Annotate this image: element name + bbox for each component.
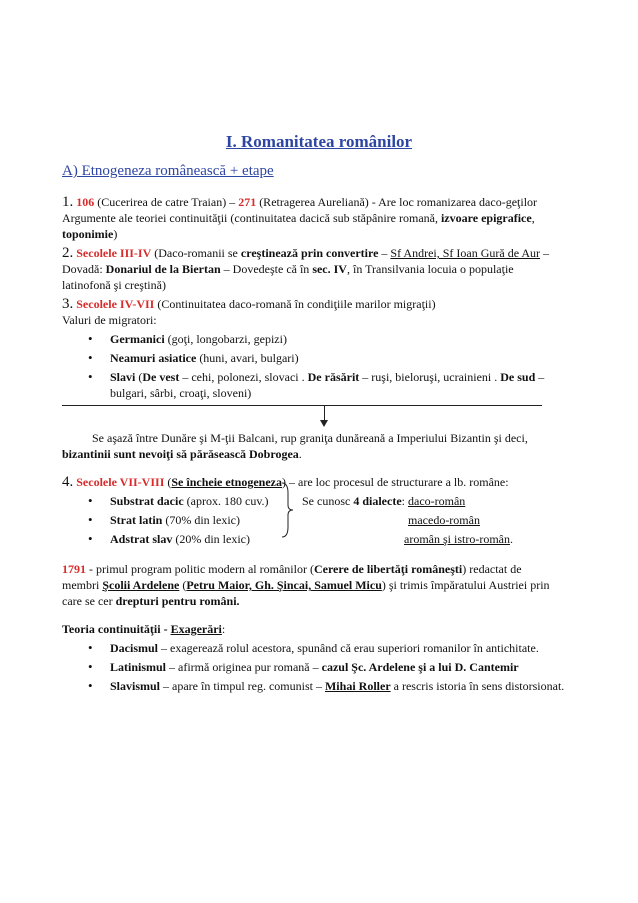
text: - primul program politic modern al românilor ( (86, 562, 314, 576)
text-bold: De răsărit (307, 370, 360, 384)
year-106: 106 (76, 195, 95, 209)
text: (70% din lexic) (162, 513, 240, 527)
text: , în Transilvania locuia o populaţie (346, 262, 514, 276)
migrators-list (88, 331, 558, 404)
text-bold: 4 dialecte (353, 494, 402, 508)
text-bold: Slavi (110, 370, 136, 384)
dialect-macedo-roman: macedo-român (408, 513, 480, 527)
text-bold: Substrat dacic (110, 494, 184, 508)
text: ) (113, 227, 118, 241)
text: – ruşi, bieloruşi, ucrainieni . (359, 370, 501, 384)
stage-number: 1. (62, 194, 74, 210)
paragraph-stage-1 (62, 194, 582, 242)
text: (goţi, longobarzi, gepizi) (164, 332, 287, 346)
text: – (540, 246, 550, 260)
text: ) – are loc procesul de structurare a lb. române: (282, 475, 509, 489)
list-item (88, 493, 288, 509)
curly-brace-icon (280, 481, 294, 539)
dialects-line (302, 493, 465, 509)
period-label: Secolele VII-VIII (76, 475, 165, 489)
stage-number: 2. (62, 245, 74, 261)
text-bold: drepturi pentru români. (115, 594, 240, 608)
list-item (88, 369, 558, 401)
text: (20% din lexic) (172, 532, 250, 546)
text: (huni, avari, bulgari) (196, 351, 299, 365)
text-bold: Latinismul (110, 660, 167, 674)
text: Dovadă: (62, 262, 106, 276)
text-bold: Cerere de libertăţi româneşti (313, 562, 463, 576)
list-item (88, 659, 588, 675)
text-bold: toponimie (62, 227, 114, 241)
text: membri (62, 578, 103, 592)
text: ) redactat de (462, 562, 522, 576)
text: bulgari, sârbi, croaţi, sloveni) (110, 386, 252, 400)
list-item (88, 640, 588, 656)
year-1791: 1791 (62, 562, 86, 576)
text: . (509, 532, 513, 546)
text-bold-underline: Şcolii Ardelene (102, 578, 180, 592)
text: ( (164, 475, 172, 489)
text: (Retragerea Aureliană) - Are loc romanizarea daco-geţilor (256, 195, 538, 209)
text: – (378, 246, 391, 260)
text-bold: Donariul de la Biertan (105, 262, 221, 276)
text-bold: bizantinii sunt nevoiţi să părăsească Dobrogea (62, 447, 299, 461)
list-item (88, 512, 288, 528)
exaggerations-list (88, 640, 588, 697)
text-bold-underline: Petru Maior, Gh. Şincai, Samuel Micu (186, 578, 382, 592)
text: (Cucerirea de catre Traian) – (94, 195, 239, 209)
text-bold: Slavismul (110, 679, 161, 693)
text-bold: Neamuri asiatice (110, 351, 197, 365)
text-bold: Adstrat slav (110, 532, 173, 546)
page-title: I. Romanitatea românilor (225, 132, 413, 151)
text: – apare în timpul reg. comunist – (160, 679, 325, 693)
horizontal-divider (62, 405, 542, 406)
text-bold-underline: Se încheie etnogeneza (171, 475, 283, 489)
text: – (535, 370, 545, 384)
text-bold: Germanici (110, 332, 165, 346)
stage-number: 4. (62, 474, 74, 490)
section-heading-etnogeneza: A) Etnogeneza românească + etape (62, 163, 274, 179)
list-item (88, 331, 558, 347)
text: Argumente ale teoriei continuităţii (continuitatea dacică sub stăpânire romană, (62, 211, 441, 225)
list-item (88, 678, 588, 694)
list-item (88, 350, 558, 366)
list-item (88, 531, 288, 547)
text-bold: - (160, 622, 171, 636)
text-bold: creştinează prin convertire (240, 246, 379, 260)
text: a rescris istoria în sens distorsionat. (390, 679, 565, 693)
text: – Dovedeşte că în (220, 262, 313, 276)
paragraph-stage-3 (62, 296, 582, 328)
text: care se cer (62, 594, 116, 608)
text-bold-underline: Mihai Roller (324, 679, 391, 693)
text-bold: Strat latin (110, 513, 163, 527)
period-label: Secolele IV-VII (76, 297, 155, 311)
text: – afirmă originea pur romană – (166, 660, 322, 674)
text: (Daco-romanii se (151, 246, 241, 260)
theory-heading (62, 621, 582, 637)
text: Valuri de migratori: (62, 313, 157, 327)
text: latinofonă şi creştină) (62, 278, 166, 292)
paragraph-consequence (62, 430, 582, 462)
text-bold-underline: Exagerări (170, 622, 222, 636)
text-bold: Dacismul (110, 641, 158, 655)
text: . (298, 447, 302, 461)
text-bold: sec. IV (312, 262, 347, 276)
text: – exagerează rolul acestora, spunând că erau superiori romanilor în antichitate. (158, 641, 539, 655)
text-bold: Teoria continuităţii (62, 622, 161, 636)
text-bold: De sud (500, 370, 536, 384)
text: : (401, 494, 408, 508)
paragraph-1791 (62, 561, 582, 609)
year-271: 271 (238, 195, 257, 209)
text-underline: Sf Andrei, Sf Ioan Gură de Aur (390, 246, 541, 260)
text-bold: izvoare epigrafice (440, 211, 532, 225)
text-underline: aromân şi istro-român (404, 532, 510, 546)
period-label: Secolele III-IV (76, 246, 152, 260)
text: – cehi, polonezi, slovaci . (179, 370, 308, 384)
text: (Continuitatea daco-romană în condiţiile marilor migraţii) (154, 297, 436, 311)
text-bold: cazul Şc. Ardelene şi a lui D. Cantemir (321, 660, 519, 674)
paragraph-stage-2 (62, 245, 582, 293)
text: (aprox. 180 cuv.) (183, 494, 269, 508)
dialect-daco-roman: daco-român (408, 494, 466, 508)
text: : (221, 622, 226, 636)
arrow-down-icon (324, 405, 325, 421)
text: Se cunosc (302, 494, 354, 508)
text: , (531, 211, 535, 225)
text: ( (135, 370, 143, 384)
dialect-aroman-istro (404, 531, 513, 547)
text-bold: De vest (142, 370, 180, 384)
text: ( (179, 578, 187, 592)
text: ) şi trimis împăratului Austriei prin (381, 578, 550, 592)
stage-number: 3. (62, 296, 74, 312)
text: Se aşază între Dunăre şi M-ţii Balcani, rup graniţa dunăreană a Imperiului Bizantin şi deci, (92, 431, 528, 445)
paragraph-stage-4 (62, 474, 582, 490)
language-layers-list (88, 493, 288, 550)
arrow-head-icon (320, 420, 328, 427)
